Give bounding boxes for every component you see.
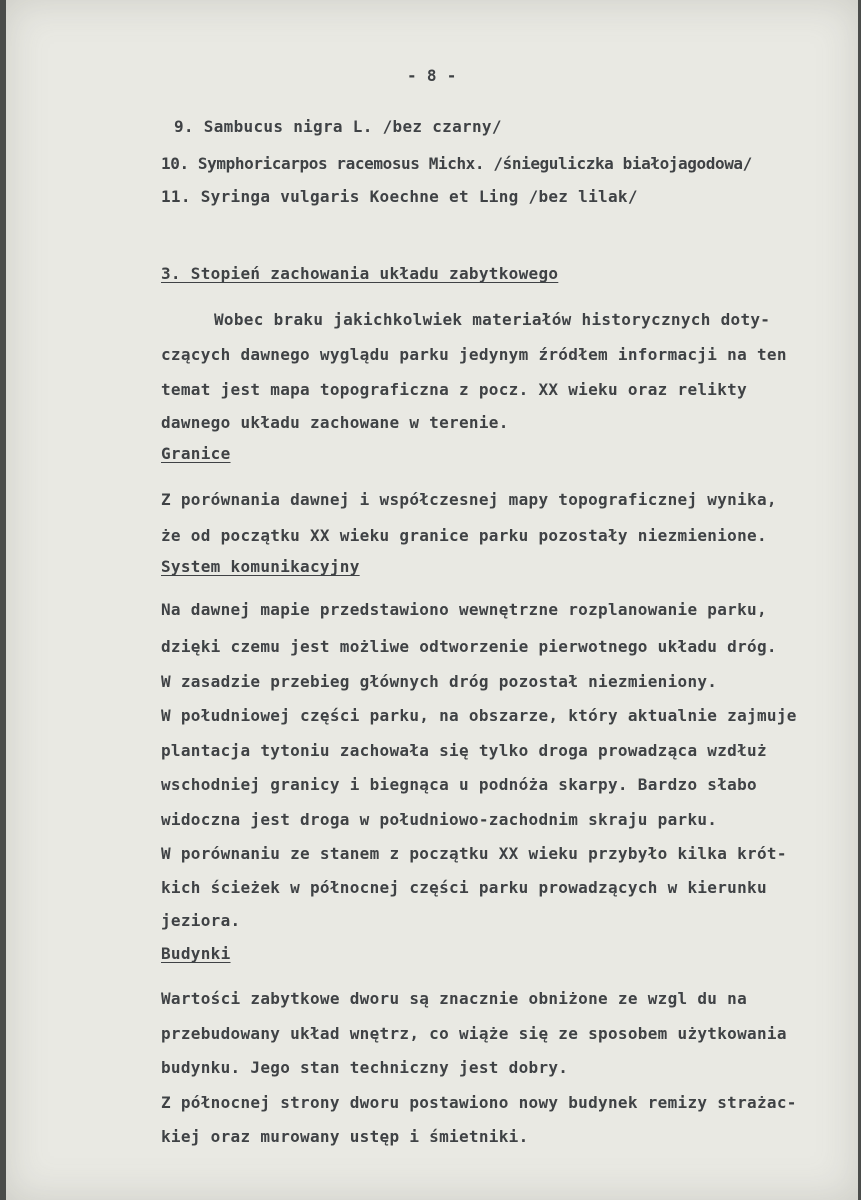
subheading-granice: Granice [161, 444, 231, 463]
list-item: 9. Sambucus nigra L. /bez czarny/ [174, 117, 502, 136]
paragraph-line: przebudowany układ wnętrz, co wiąże się ze sposobem użytkowania [161, 1024, 787, 1043]
subheading-system: System komunikacyjny [161, 557, 360, 576]
paragraph-line: wschodniej granicy i biegnąca u podnóża skarpy. Bardzo słabo [161, 775, 757, 794]
paragraph-line: Wartości zabytkowe dworu są znacznie obniżone ze wzgl du na [161, 989, 748, 1008]
paragraph-line: kich ścieżek w północnej części parku prowadzących w kierunku [161, 878, 767, 897]
paragraph-line: dzięki czemu jest możliwe odtworzenie pierwotnego układu dróg. [161, 637, 777, 656]
paragraph-line: Z porównania dawnej i współczesnej mapy topograficznej wynika, [161, 490, 777, 509]
paragraph-line: Wobec braku jakichkolwiek materiałów historycznych doty- [214, 310, 771, 329]
page-number: - 8 - [407, 66, 457, 85]
paragraph-line: budynku. Jego stan techniczny jest dobry. [161, 1058, 569, 1077]
paragraph-line: kiej oraz murowany ustęp i śmietniki. [161, 1127, 529, 1146]
paragraph-line: W porównaniu ze stanem z początku XX wieku przybyło kilka krót- [161, 844, 787, 863]
paragraph-line: Z północnej strony dworu postawiono nowy budynek remizy strażac- [161, 1093, 797, 1112]
typewritten-page [6, 0, 858, 1200]
paragraph-line: Na dawnej mapie przedstawiono wewnętrzne rozplanowanie parku, [161, 600, 767, 619]
paragraph-line: dawnego układu zachowane w terenie. [161, 413, 509, 432]
list-item: 10. Symphoricarpos racemosus Michx. /śnieguliczka białojagodowa/ [161, 154, 752, 173]
paragraph-line: W zasadzie przebieg głównych dróg pozostał niezmieniony. [161, 672, 718, 691]
subheading-budynki: Budynki [161, 944, 231, 963]
paragraph-line: czących dawnego wyglądu parku jedynym źródłem informacji na ten [161, 345, 787, 364]
section-heading: 3. Stopień zachowania układu zabytkowego [161, 264, 559, 283]
list-item: 11. Syringa vulgaris Koechne et Ling /bez lilak/ [161, 187, 638, 206]
paragraph-line: plantacja tytoniu zachowała się tylko droga prowadząca wzdłuż [161, 741, 767, 760]
paragraph-line: jeziora. [161, 911, 241, 930]
paragraph-line: że od początku XX wieku granice parku pozostały niezmienione. [161, 526, 767, 545]
paragraph-line: temat jest mapa topograficzna z pocz. XX wieku oraz relikty [161, 380, 748, 399]
paragraph-line: widoczna jest droga w południowo-zachodnim skraju parku. [161, 810, 718, 829]
paragraph-line: W południowej części parku, na obszarze, który aktualnie zajmuje [161, 706, 797, 725]
